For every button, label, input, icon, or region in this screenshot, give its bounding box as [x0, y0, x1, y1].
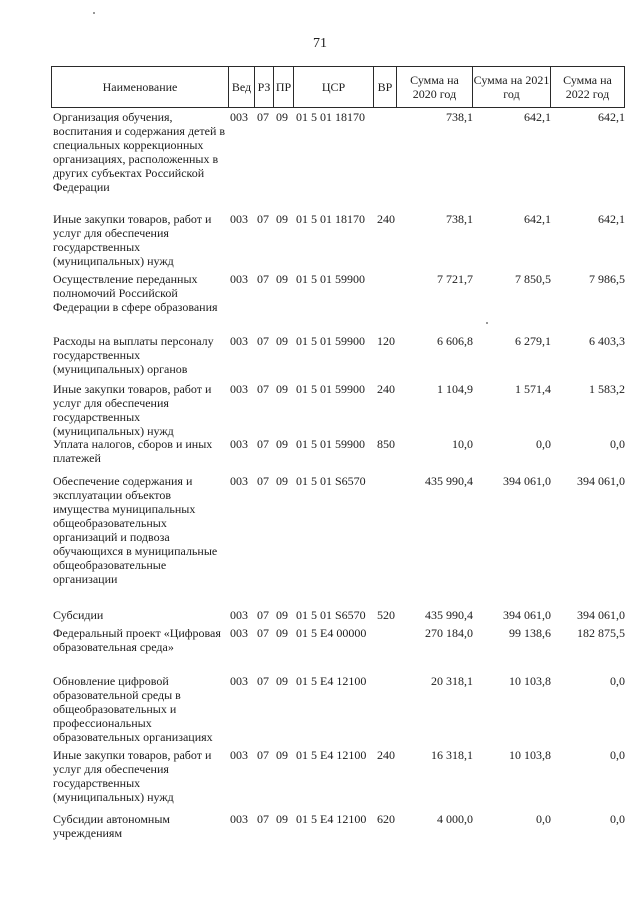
table-header — [51, 66, 625, 108]
header-sum-2021: Сумма на 2021 год — [472, 67, 550, 107]
row-sum-2021: 394 061,0 — [503, 474, 551, 488]
row-sum-2021: 99 138,6 — [509, 626, 551, 640]
row-pr: 09 — [276, 608, 288, 622]
row-name: Иные закупки товаров, работ и услуг для обеспечения государственных (муниципальных) нужд — [53, 382, 212, 438]
row-ved: 003 — [230, 334, 248, 348]
row-pr: 09 — [276, 272, 288, 286]
row-sum-2021: 642,1 — [524, 110, 551, 124]
row-csr: 01 5 01 18170 — [296, 110, 365, 124]
scan-speck — [486, 322, 488, 324]
row-pr: 09 — [276, 626, 288, 640]
row-pr: 09 — [276, 437, 288, 451]
row-sum-2022: 642,1 — [598, 212, 625, 226]
row-pr: 09 — [276, 748, 288, 762]
row-sum-2020: 7 721,7 — [437, 272, 473, 286]
row-rz: 07 — [257, 272, 269, 286]
row-csr: 01 5 01 18170 — [296, 212, 365, 226]
row-ved: 003 — [230, 212, 248, 226]
row-sum-2021: 394 061,0 — [503, 608, 551, 622]
row-pr: 09 — [276, 334, 288, 348]
row-sum-2022: 394 061,0 — [577, 474, 625, 488]
row-sum-2022: 1 583,2 — [589, 382, 625, 396]
row-sum-2020: 738,1 — [446, 110, 473, 124]
row-sum-2022: 7 986,5 — [589, 272, 625, 286]
header-csr: ЦСР — [293, 67, 373, 107]
header-name: Наименование — [102, 80, 178, 94]
row-sum-2020: 435 990,4 — [425, 474, 473, 488]
row-name: Расходы на выплаты персоналу государственных (муниципальных) органов — [53, 334, 214, 376]
row-sum-2022: 0,0 — [610, 812, 625, 826]
row-sum-2022: 0,0 — [610, 748, 625, 762]
row-rz: 07 — [257, 748, 269, 762]
row-rz: 07 — [257, 212, 269, 226]
header-vr: ВР — [373, 67, 396, 107]
row-sum-2021: 642,1 — [524, 212, 551, 226]
row-csr: 01 5 01 59900 — [296, 437, 365, 451]
row-name: Организация обучения, воспитания и содержания детей в специальных коррекционных организациях, расположенных в других субъектах Российской Федерации — [53, 110, 226, 194]
row-vr: 240 — [377, 212, 395, 226]
row-pr: 09 — [276, 382, 288, 396]
row-sum-2020: 435 990,4 — [425, 608, 473, 622]
row-rz: 07 — [257, 437, 269, 451]
row-rz: 07 — [257, 474, 269, 488]
row-csr: 01 5 01 59900 — [296, 334, 365, 348]
row-name: Федеральный проект «Цифровая образовательная среда» — [53, 626, 221, 654]
row-rz: 07 — [257, 674, 269, 688]
row-sum-2022: 0,0 — [610, 437, 625, 451]
row-vr: 620 — [377, 812, 395, 826]
row-pr: 09 — [276, 474, 288, 488]
row-sum-2020: 1 104,9 — [437, 382, 473, 396]
row-csr: 01 5 01 S6570 — [296, 608, 366, 622]
row-pr: 09 — [276, 674, 288, 688]
row-csr: 01 5 01 59900 — [296, 272, 365, 286]
row-sum-2021: 10 103,8 — [509, 748, 551, 762]
row-sum-2021: 7 850,5 — [515, 272, 551, 286]
row-name: Обновление цифровой образовательной среды в общеобразовательных и профессиональных образовательных организациях — [53, 674, 213, 744]
row-vr: 240 — [377, 748, 395, 762]
row-sum-2020: 6 606,8 — [437, 334, 473, 348]
row-vr: 240 — [377, 382, 395, 396]
row-sum-2021: 6 279,1 — [515, 334, 551, 348]
row-sum-2021: 0,0 — [536, 437, 551, 451]
row-sum-2020: 270 184,0 — [425, 626, 473, 640]
row-name: Субсидии — [53, 608, 104, 622]
row-csr: 01 5 E4 00000 — [296, 626, 367, 640]
row-ved: 003 — [230, 382, 248, 396]
row-ved: 003 — [230, 608, 248, 622]
row-sum-2021: 0,0 — [536, 812, 551, 826]
page-number: 71 — [313, 36, 327, 51]
row-ved: 003 — [230, 674, 248, 688]
row-sum-2020: 10,0 — [452, 437, 473, 451]
row-ved: 003 — [230, 748, 248, 762]
row-vr: 120 — [377, 334, 395, 348]
row-name: Иные закупки товаров, работ и услуг для обеспечения государственных (муниципальных) нужд — [53, 212, 212, 268]
row-ved: 003 — [230, 110, 248, 124]
row-name: Уплата налогов, сборов и иных платежей — [53, 437, 213, 465]
row-sum-2022: 182 875,5 — [577, 626, 625, 640]
header-ved: Вед — [228, 67, 254, 107]
row-pr: 09 — [276, 812, 288, 826]
row-csr: 01 5 01 59900 — [296, 382, 365, 396]
row-pr: 09 — [276, 110, 288, 124]
header-pr: ПР — [273, 67, 293, 107]
row-sum-2020: 16 318,1 — [431, 748, 473, 762]
row-rz: 07 — [257, 382, 269, 396]
row-sum-2022: 394 061,0 — [577, 608, 625, 622]
row-name: Субсидии автономным учреждениям — [53, 812, 170, 840]
row-rz: 07 — [257, 626, 269, 640]
row-sum-2020: 738,1 — [446, 212, 473, 226]
row-rz: 07 — [257, 608, 269, 622]
header-sum-2020: Сумма на 2020 год — [396, 67, 472, 107]
row-csr: 01 5 E4 12100 — [296, 674, 367, 688]
row-vr: 520 — [377, 608, 395, 622]
row-sum-2021: 1 571,4 — [515, 382, 551, 396]
header-rz: РЗ — [254, 67, 273, 107]
row-sum-2020: 20 318,1 — [431, 674, 473, 688]
row-ved: 003 — [230, 626, 248, 640]
row-name: Иные закупки товаров, работ и услуг для обеспечения государственных (муниципальных) нужд — [53, 748, 212, 804]
row-csr: 01 5 E4 12100 — [296, 812, 367, 826]
row-vr: 850 — [377, 437, 395, 451]
row-sum-2022: 0,0 — [610, 674, 625, 688]
row-sum-2022: 6 403,3 — [589, 334, 625, 348]
row-ved: 003 — [230, 812, 248, 826]
row-csr: 01 5 01 S6570 — [296, 474, 366, 488]
row-sum-2021: 10 103,8 — [509, 674, 551, 688]
scan-speck — [93, 12, 95, 14]
row-sum-2022: 642,1 — [598, 110, 625, 124]
row-rz: 07 — [257, 812, 269, 826]
row-ved: 003 — [230, 272, 248, 286]
row-name: Обеспечение содержания и эксплуатации объектов имущества муниципальных общеобразовательных организаций и подвоза обучающихся в муниципальные общеобразовательные организации — [53, 474, 218, 586]
row-name: Осуществление переданных полномочий Российской Федерации в сфере образования — [53, 272, 218, 314]
row-ved: 003 — [230, 474, 248, 488]
row-ved: 003 — [230, 437, 248, 451]
row-csr: 01 5 E4 12100 — [296, 748, 367, 762]
header-sum-2022: Сумма на 2022 год — [550, 67, 624, 107]
row-rz: 07 — [257, 334, 269, 348]
row-sum-2020: 4 000,0 — [437, 812, 473, 826]
row-rz: 07 — [257, 110, 269, 124]
row-pr: 09 — [276, 212, 288, 226]
